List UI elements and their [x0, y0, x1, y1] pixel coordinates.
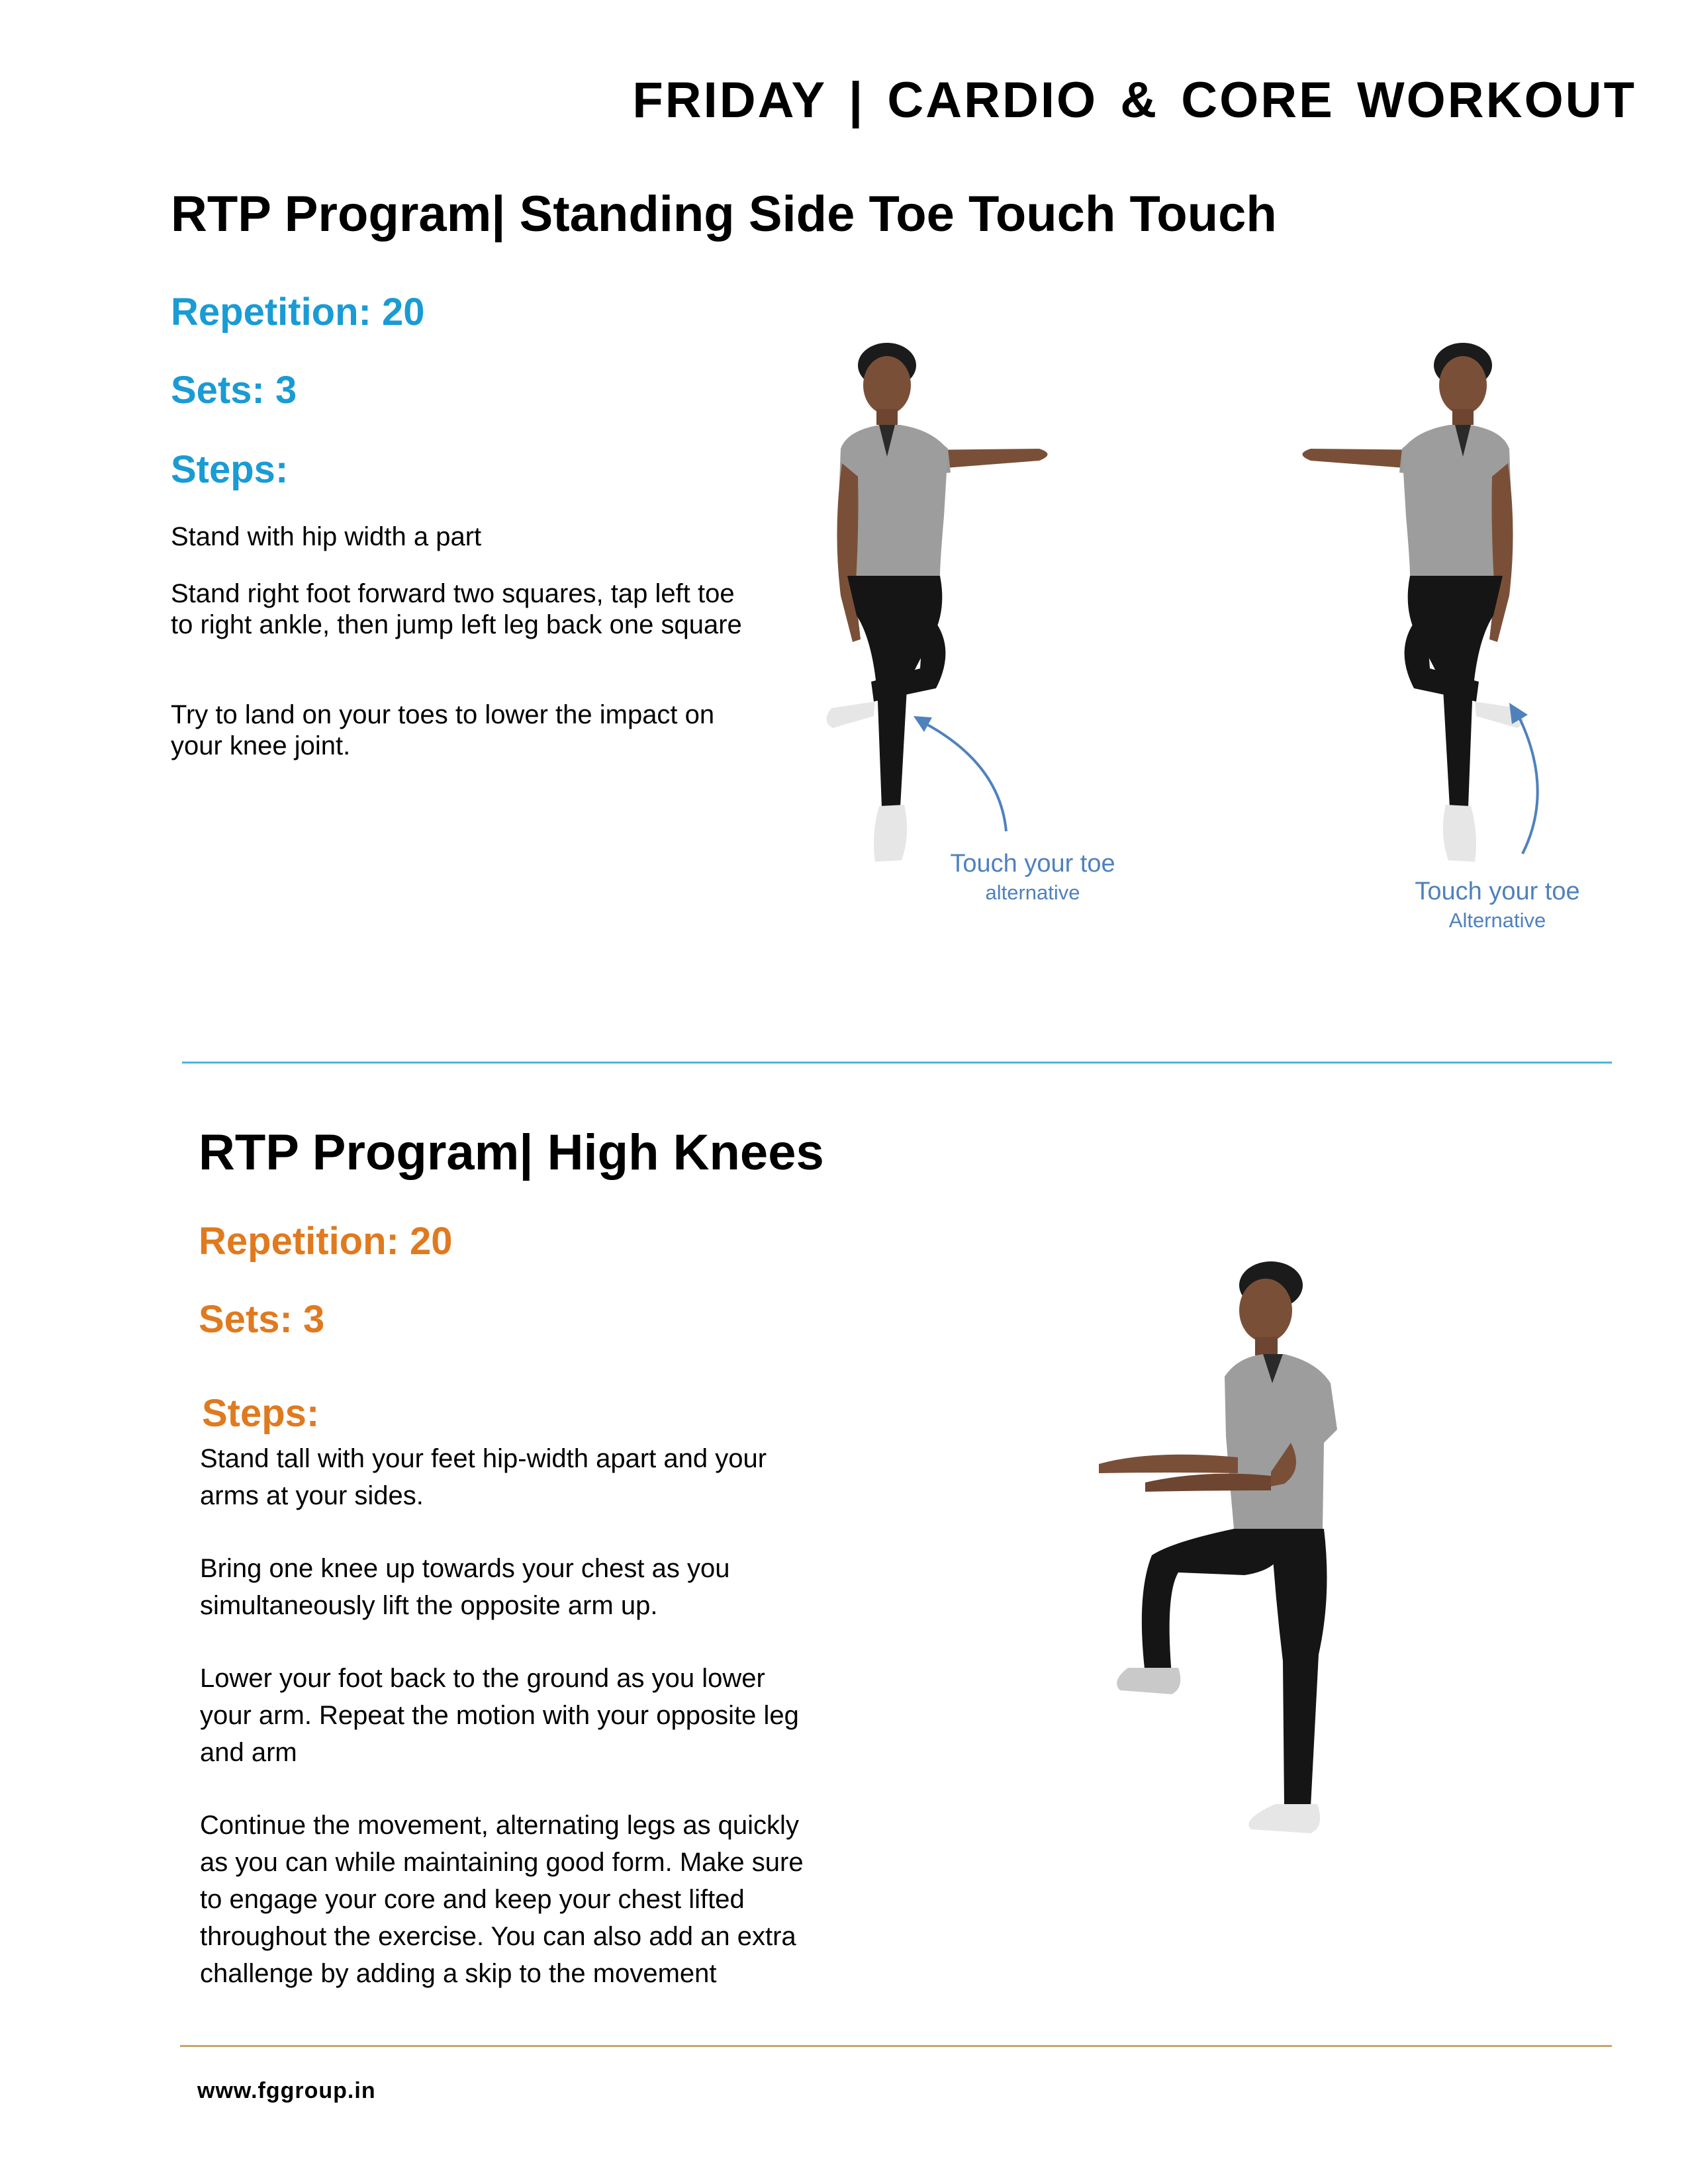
exercise-1-steps-label: Steps:: [171, 448, 289, 491]
arrow-icon: [900, 702, 1033, 854]
exercise-2-title: RTP Program| High Knees: [199, 1124, 824, 1181]
exercise-1-repetition: Repetition: 20: [171, 291, 425, 334]
exercise-1-caption-right: [1398, 878, 1597, 933]
exercise-1-step: Stand right foot forward two squares, tap left toe to right ankle, then jump left leg back one square: [171, 579, 742, 639]
caption-sub: alternative: [985, 881, 1080, 904]
exercise-1-sets: Sets: 3: [171, 369, 297, 412]
exercise-2-step: Continue the movement, alternating legs as quickly as you can while maintaining good form. Make sure to engage your core and keep your chest lifted throughout the exercise. You can also add an extra challenge by adding a skip to the movement: [200, 1811, 804, 1988]
exercise-1-step: Stand with hip width a part: [171, 522, 482, 551]
footer-divider: [180, 2045, 1612, 2047]
exercise-2-steps-label: Steps:: [202, 1392, 320, 1435]
arrow-icon: [1489, 695, 1569, 860]
section-divider: [182, 1062, 1612, 1064]
caption-sub: Alternative: [1448, 909, 1546, 932]
exercise-1-caption-left: [933, 850, 1132, 905]
caption-main: Touch your toe: [1415, 878, 1580, 905]
exercise-2-sets: Sets: 3: [199, 1298, 325, 1341]
exercise-2-step: Lower your foot back to the ground as you lower your arm. Repeat the motion with your opposite leg and arm: [200, 1664, 799, 1767]
caption-main: Touch your toe: [950, 850, 1115, 878]
exercise-2-repetition: Repetition: 20: [199, 1220, 453, 1263]
exercise-1-step: Try to land on your toes to lower the impact on your knee joint.: [171, 700, 715, 760]
exercise-1-title: RTP Program| Standing Side Toe Touch Touch: [171, 186, 1277, 242]
exercise-2-photo: [1072, 1251, 1390, 1860]
exercise-2-step: Stand tall with your feet hip-width apart and your arms at your sides.: [200, 1444, 767, 1510]
footer-website-link[interactable]: www.fggroup.in: [197, 2078, 376, 2103]
page-header-title: FRIDAY | CARDIO & CORE WORKOUT: [632, 72, 1636, 128]
exercise-2-step: Bring one knee up towards your chest as you simultaneously lift the opposite arm up.: [200, 1554, 730, 1620]
